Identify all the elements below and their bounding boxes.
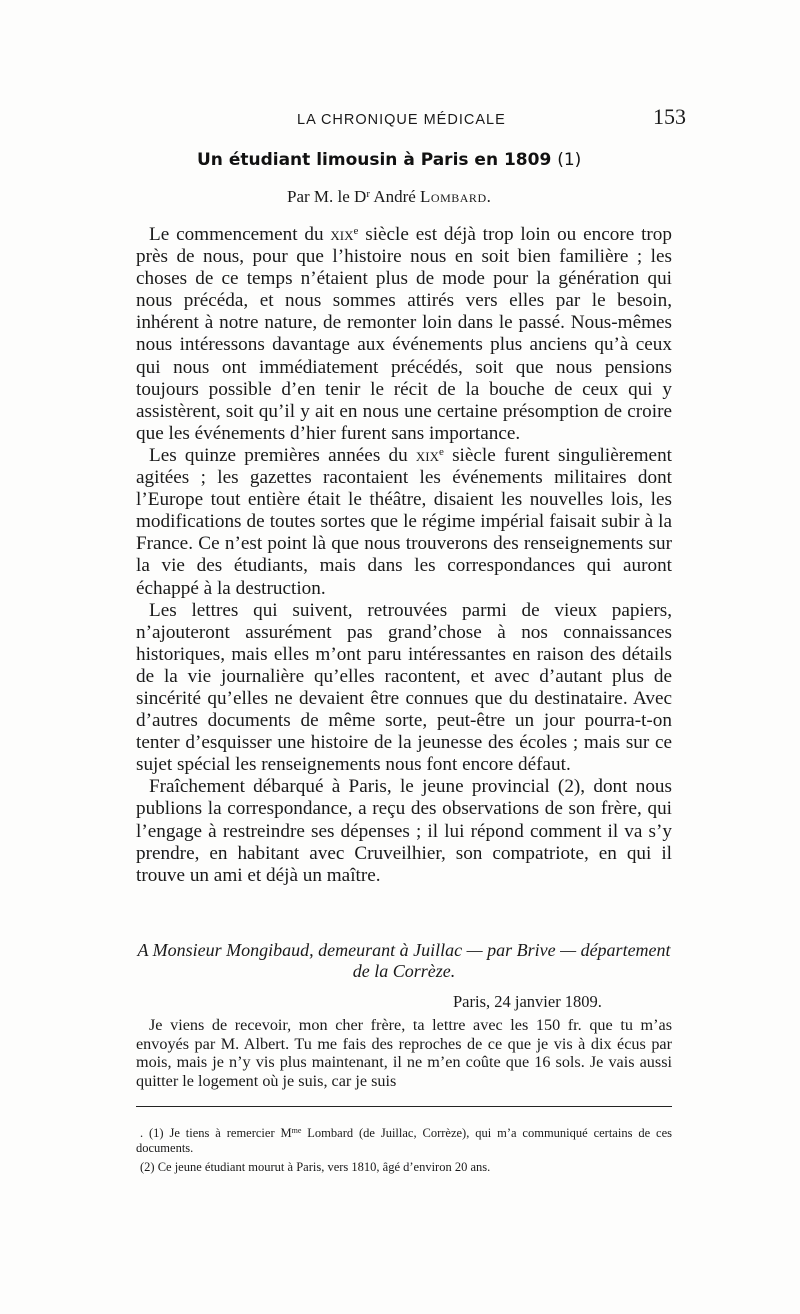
p1-century-sup: e: [353, 225, 359, 237]
article-title: [197, 150, 581, 170]
paragraph-3: Les lettres qui suivent, retrouvées parmi de vieux papiers, n’ajouteront assurément pas grand’chose à nos connaissances historiques, mais elles m’ont paru intéressantes en raison des détails de la vie journalière qu’elles racontent, et avec d’autant plus de sincérité qu’elles ne devaient être connues que du destinataire. Avec d’autres documents de même sorte, peut-être un jour pourra-t-on tenter d’esquisser une histoire de la jeunesse des écoles ; mais sur ce sujet spécial les renseignements nous font encore défaut.: [136, 599, 672, 776]
article-body: [136, 224, 672, 887]
author-last-name: Lombard: [420, 187, 487, 206]
p2-century: xix: [415, 444, 439, 466]
footnote-1-sup: me: [291, 1126, 302, 1135]
footnote-divider: [136, 1106, 672, 1107]
author-first-name: André: [373, 187, 416, 206]
p2-century-sup: e: [438, 445, 444, 458]
letter-address-heading: A Monsieur Mongibaud, demeurant à Juillac — par Brive — département de la Corrèze.: [137, 940, 671, 981]
p2-rest: siècle furent singulièrement agitées ; les gazettes racontaient les événements militaires dont l’Europe tout entière était le théâtre, disaient les nouvelles lois, les modifications de toutes sortes que le régime impérial faisait subir à la France. Ce n’est point là que nous trouverons des renseignements sur la vie des étudiants, mais dans les correspondances qui auront échappé à la destruction.: [136, 444, 672, 599]
author-title-sup: r: [366, 188, 370, 200]
footnote-1-rest: Lombard (de Juillac, Corrèze), qui m’a communiqué certains de ces documents.: [136, 1126, 672, 1155]
paragraph-2: [136, 445, 672, 600]
title-footnote-ref: (1): [557, 150, 582, 170]
letter-body: [136, 1016, 672, 1090]
letter-date: Paris, 24 janvier 1809.: [453, 992, 602, 1011]
p1-start: Le commencement du: [149, 224, 331, 245]
footnotes: [136, 1126, 672, 1179]
p1-century: xix: [330, 224, 354, 245]
p1-rest: siècle est déjà trop loin ou encore trop près de nous, pour que l’histoire nous en soit bien familière ; les choses de ce temps n’étaient plus de mode pour la génération qui nous précéda, et nous sommes attirés vers elles par le besoin, inhérent à notre nature, de remonter loin dans le passé. Nous-mêmes nous intéressons davantage aux événements plus anciens qu’à ceux qui nous ont immédiatement précédés, soit que nous pensions toujours possible d’en tenir le récit de la bouche de ceux qui y assistèrent, soit qu’il y ait en nous une certaine présomption de croire que les événements d’hier furent sans importance.: [136, 224, 672, 444]
author-prefix: Par M. le D: [287, 187, 367, 206]
article-title-text: Un étudiant limousin à Paris en 1809: [197, 150, 552, 170]
paragraph-4: Fraîchement débarqué à Paris, le jeune provincial (2), dont nous publions la correspondance, a reçu des observations de son frère, qui l’engage à restreindre ses dépenses ; il lui répond comment il va s’y prendre, en habitant avec Cruveilhier, son compatriote, en qui il trouve un ami et déjà un maître.: [136, 776, 672, 886]
paragraph-1: [136, 224, 672, 445]
letter-paragraph: Je viens de recevoir, mon cher frère, ta lettre avec les 150 fr. que tu m’as envoyés par M. Albert. Tu me fais des reproches de ce que je vis à dix écus par mois, mais je n’y vis plus maintenant, il ne m’en coûte que 16 sols. Je vais aussi quitter le logement où je suis, car je suis: [136, 1016, 672, 1090]
page-number: 153: [653, 104, 686, 129]
author-suffix: .: [486, 187, 491, 206]
footnote-1: [136, 1126, 672, 1156]
p2-start: Les quinze premières années du: [149, 444, 416, 466]
author-line: [287, 187, 491, 207]
footnote-1-start: . (1) Je tiens à remercier M: [140, 1126, 292, 1140]
footnote-2: (2) Ce jeune étudiant mourut à Paris, vers 1810, âgé d’environ 20 ans.: [140, 1160, 491, 1174]
running-header: LA CHRONIQUE MÉDICALE: [297, 112, 506, 128]
